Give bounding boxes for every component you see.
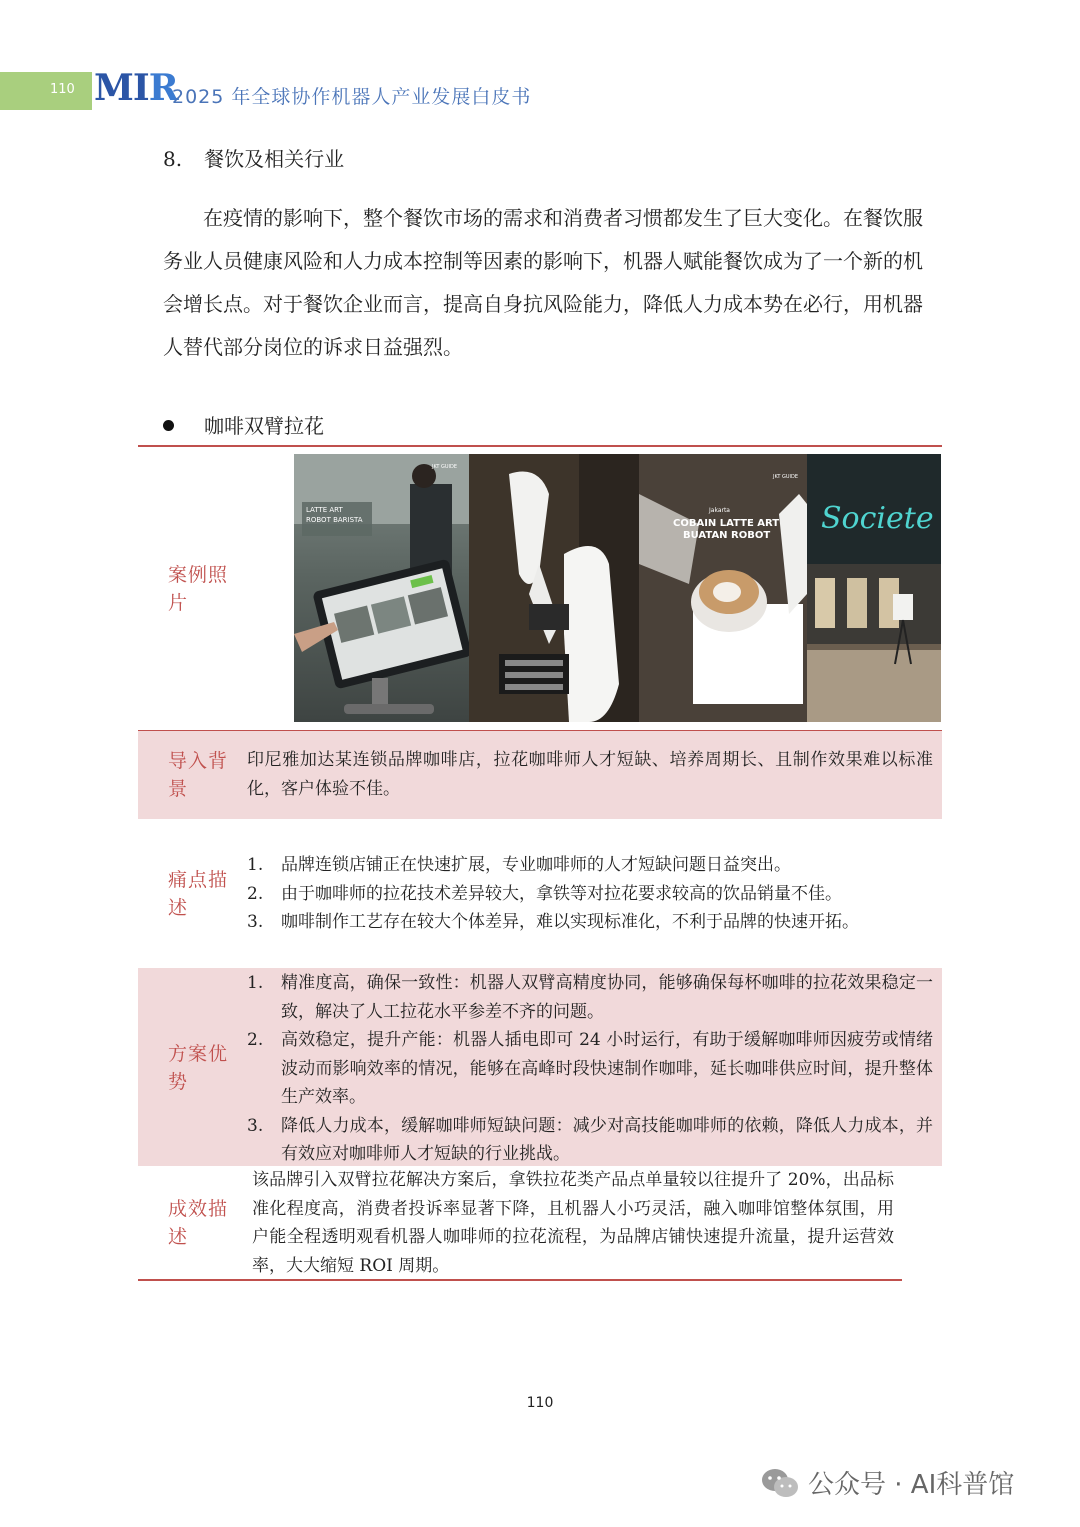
photo3-line1: COBAIN LATTE ART (673, 518, 780, 529)
photo1-line1: LATTE ART (306, 506, 343, 514)
background-label: 导入背景 (168, 750, 229, 800)
section-heading (163, 143, 344, 172)
bullet-icon (163, 420, 174, 431)
photo1-brand: JKT GUIDE (432, 464, 458, 470)
result-label: 成效描述 (168, 1198, 229, 1248)
pain-label: 痛点描述 (168, 869, 229, 919)
logo-r: R (148, 67, 178, 109)
section-number: 8. (163, 147, 183, 171)
photo-latte-art-cup (639, 454, 807, 722)
list-item: 2. 高效稳定，提升产能：机器人插电即可 24 小时运行，有助于缓解咖啡师因疲劳或情绪波动而影响效率的情况，能够在高峰时段快速制作咖啡，延长咖啡供应时间，提升整体生产效率。 (247, 1030, 933, 1107)
intro-paragraph: 在疫情的影响下，整个餐饮市场的需求和消费者习惯都发生了巨大变化。在餐饮服务业人员健康风险和人力成本控制等因素的影响下，机器人赋能餐饮成为了一个新的机会增长点。对于餐饮企业而言，提高自身抗风险能力，降低人力成本势在必行，用机器人替代部分岗位的诉求日益强烈。 (163, 206, 923, 359)
case-photos (294, 454, 941, 722)
header-page-tab (0, 72, 92, 110)
wechat-icon (760, 1467, 800, 1499)
section-title: 餐饮及相关行业 (204, 147, 345, 171)
background-text: 印尼雅加达某连锁品牌咖啡店，拉花咖啡师人才短缺、培养周期长、且制作效果难以标准化，客户体验不佳。 (247, 750, 933, 799)
advantage-label: 方案优势 (168, 1043, 229, 1093)
mir-logo (94, 67, 178, 109)
list-item: 1. 精准度高，确保一致性：机器人双臂高精度协同，能够确保每杯咖啡的拉花效果稳定一致，解决了人工拉花水平参差不齐的问题。 (247, 973, 933, 1022)
photo4-sign: Societe (821, 501, 934, 536)
list-item: 2. 由于咖啡师的拉花技术差异较大，拿铁等对拉花要求较高的饮品销量不佳。 (247, 883, 842, 904)
photo-tablet-ordering (294, 454, 469, 722)
header-title: 2025 年全球协作机器人产业发展白皮书 (172, 86, 532, 108)
footer-page-number: 110 (526, 1395, 554, 1411)
case-title: 咖啡双臂拉花 (204, 414, 324, 438)
watermark (760, 1464, 1014, 1501)
photos-label: 案例照片 (168, 564, 229, 614)
photo3-brand: JKT GUIDE (773, 474, 799, 480)
list-item: 3. 降低人力成本，缓解咖啡师短缺问题：减少对高技能咖啡师的依赖，降低人力成本，并有效应对咖啡师人才短缺的行业挑战。 (247, 1115, 933, 1164)
photo-store-front (807, 454, 941, 722)
list-item: 3. 咖啡制作工艺存在较大个体差异，难以实现标准化，不利于品牌的快速开拓。 (247, 912, 859, 932)
pain-list (247, 851, 937, 937)
photo3-line2: BUATAN ROBOT (683, 530, 771, 541)
result-text: 该品牌引入双臂拉花解决方案后，拿铁拉花类产品点单量较以往提升了 20%，出品标准化程度高，消费者投诉率显著下降，且机器人小巧灵活，融入咖啡馆整体氛围，用户能全程透明观看机器人咖啡师的拉花流程，为品牌店铺快速提升流量，提升运营效率，大大缩短 ROI 周期。 (252, 1170, 894, 1276)
header-page-number: 110 (50, 82, 75, 97)
table-top-rule (138, 445, 942, 447)
photo-robot-arms (469, 454, 639, 722)
photo3-city: Jakarta (709, 507, 730, 514)
case-bullet-title (163, 410, 324, 439)
photo1-line2: ROBOT BARISTA (306, 516, 363, 524)
logo-mi: MI (94, 67, 149, 109)
watermark-text: 公众号 · AI科普馆 (808, 1470, 1015, 1500)
advantage-list (247, 969, 933, 1169)
list-item: 1. 品牌连锁店铺正在快速扩展，专业咖啡师的人才短缺问题日益突出。 (247, 855, 791, 875)
